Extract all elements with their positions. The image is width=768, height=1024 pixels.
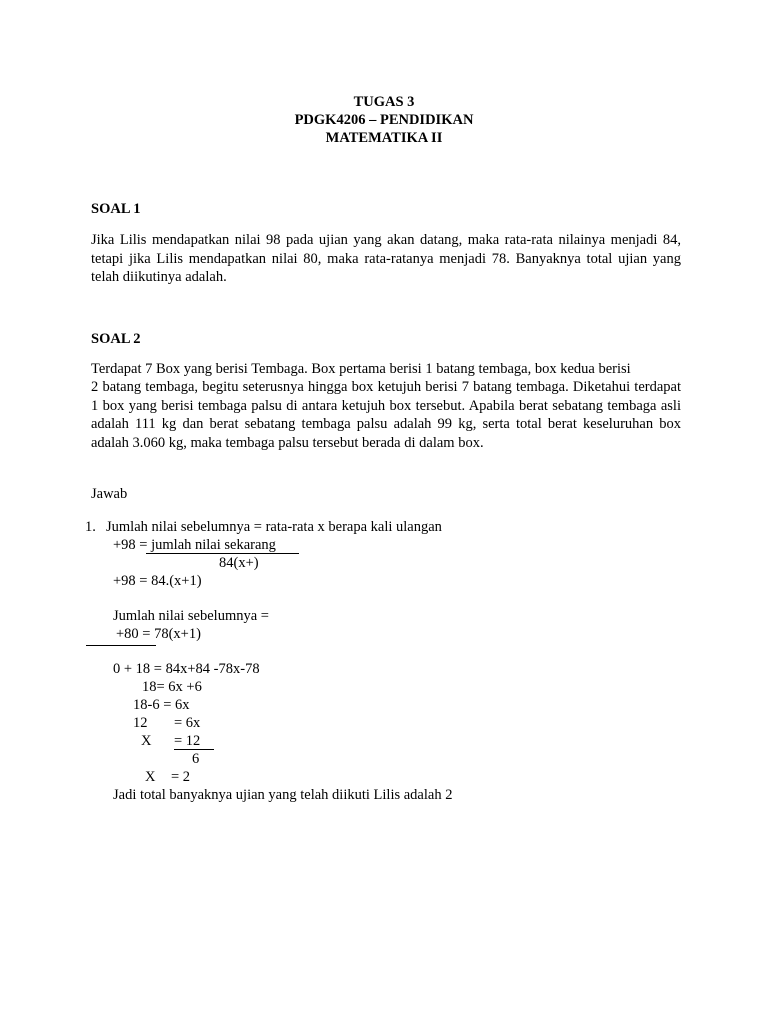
answer-line-8: 18= 6x +6 bbox=[142, 679, 202, 695]
title-line-2: PDGK4206 – PENDIDIKAN bbox=[294, 112, 474, 128]
answer-line-10b: = 6x bbox=[174, 715, 201, 731]
answer-line-2: +98 = jumlah nilai sekarang bbox=[113, 537, 276, 553]
answer-line-12: 6 bbox=[192, 751, 200, 767]
title-line-1: TUGAS 3 bbox=[353, 94, 415, 110]
answer-line-9: 18-6 = 6x bbox=[133, 697, 190, 713]
soal-2-heading: SOAL 2 bbox=[91, 331, 141, 347]
answer-line-5: Jumlah nilai sebelumnya = bbox=[113, 608, 269, 624]
answer-line-10a: 12 bbox=[133, 715, 148, 731]
fraction-bar-2 bbox=[86, 645, 156, 646]
answer-line-1: Jumlah nilai sebelumnya = rata-rata x berapa kali ulangan bbox=[106, 519, 442, 535]
answer-line-7: 0 + 18 = 84x+84 -78x-78 bbox=[113, 661, 260, 677]
jawab-label: Jawab bbox=[91, 486, 128, 502]
answer-line-13b: = 2 bbox=[171, 769, 191, 785]
soal-1-text: Jika Lilis mendapatkan nilai 98 pada ujian yang akan datang, maka rata-rata nilainya menjadi 84, tetapi jika Lilis mendapatkan nilai 80, maka rata-ratanya menjadi 78. Banyaknya total ujian yang telah diikutinya adalah. bbox=[91, 232, 681, 285]
answer-line-11a: X bbox=[141, 733, 152, 749]
answer-conclusion: Jadi total banyaknya ujian yang telah diikuti Lilis adalah 2 bbox=[113, 787, 453, 803]
answer-line-3: 84(x+) bbox=[219, 555, 259, 571]
answer-line-6: +80 = 78(x+1) bbox=[116, 626, 201, 642]
soal-2-text-line-1: Terdapat 7 Box yang berisi Tembaga. Box pertama berisi 1 batang tembaga, box kedua berisi bbox=[91, 361, 631, 377]
answer-line-4: +98 = 84.(x+1) bbox=[113, 573, 202, 589]
soal-1-heading: SOAL 1 bbox=[91, 201, 141, 217]
answer-line-13a: X bbox=[145, 769, 156, 785]
soal-2-text: 2 batang tembaga, begitu seterusnya hingga box ketujuh berisi 7 batang tembaga. Diketahui terdapat 1 box yang berisi tembaga palsu di antara ketujuh box tersebut. Apabila berat sebatang tembaga asli adalah 111 kg dan berat sebatang tembaga palsu adalah 99 kg, serta total berat keseluruhan box adalah 3.060 kg, maka tembaga palsu tersebut berada di dalam box. bbox=[91, 379, 681, 451]
title-line-3: MATEMATIKA II bbox=[325, 130, 443, 146]
answer-number: 1. bbox=[85, 519, 96, 535]
answer-line-11b: = 12 bbox=[174, 733, 201, 749]
